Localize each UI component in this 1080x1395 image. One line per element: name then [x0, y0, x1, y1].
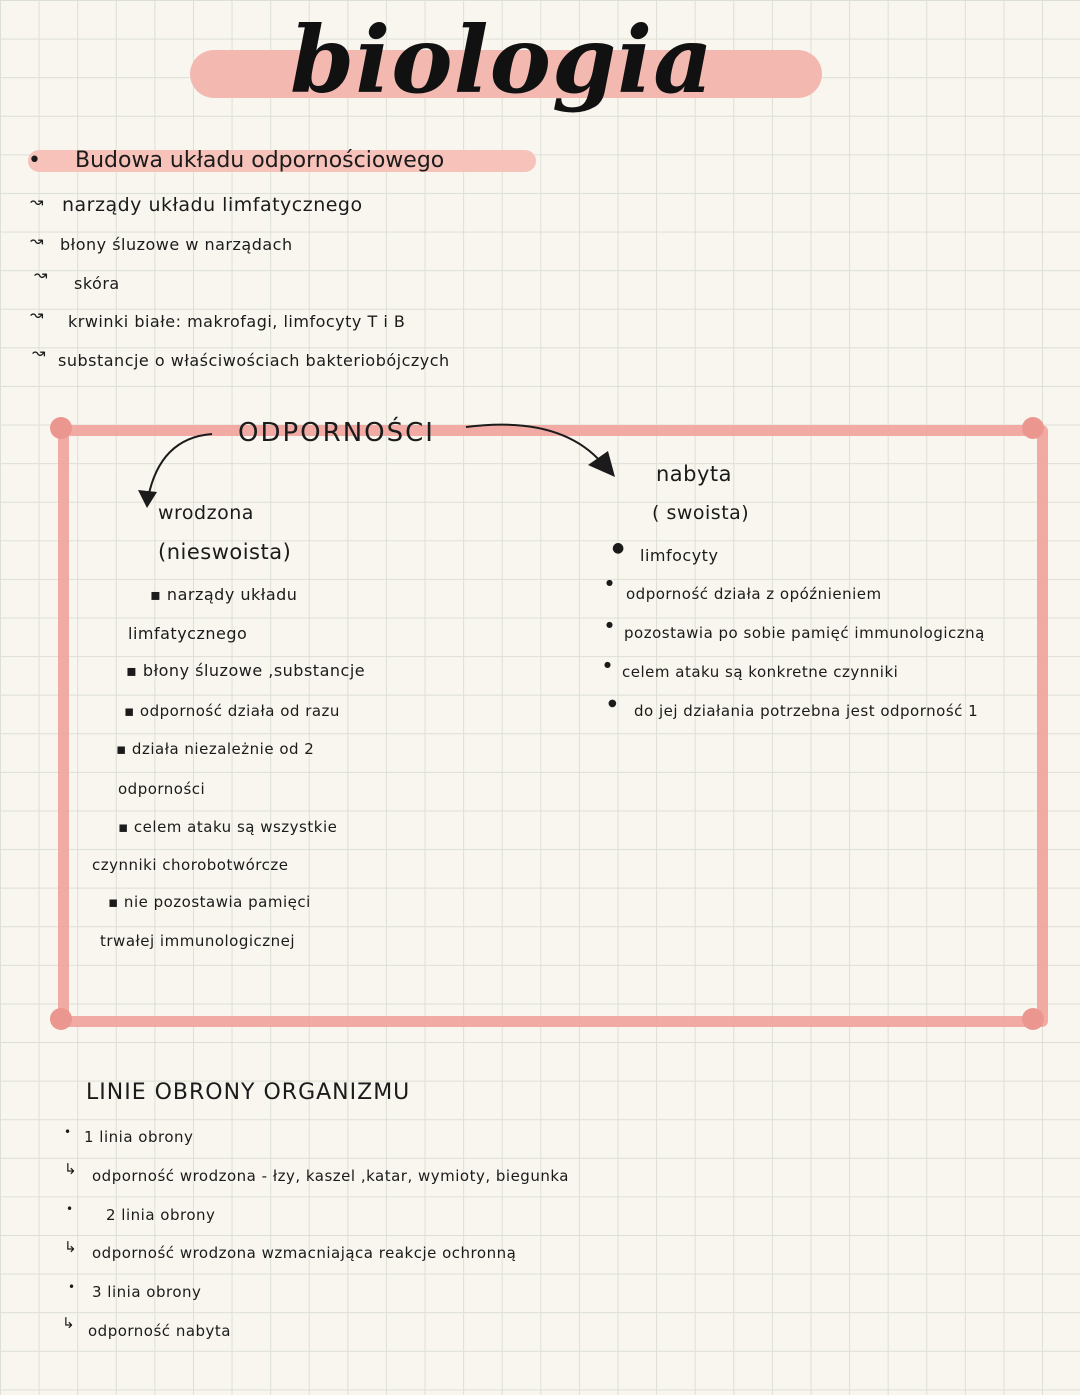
right-line: odporność działa z opóźnieniem — [626, 585, 882, 603]
defense-row: 2 linia obrony — [106, 1206, 216, 1224]
defense-title: LINIE OBRONY ORGANIZMU — [86, 1080, 411, 1105]
box-corner — [1022, 1008, 1044, 1030]
defense-row: odporność wrodzona - łzy, kaszel ,katar, wymioty, biegunka — [92, 1167, 569, 1185]
list-item: narządy układu limfatycznego — [62, 194, 363, 216]
box-corner — [50, 1008, 72, 1030]
right-column-title: nabyta — [656, 462, 733, 486]
box-corner — [50, 417, 72, 439]
right-branch-arrow — [460, 415, 620, 485]
left-column-subtitle: (nieswoista) — [158, 540, 292, 564]
bullet-icon: ● — [606, 620, 613, 629]
left-line: ▪ odporność działa od razu — [124, 702, 340, 720]
section-heading: Budowa układu odpornościowego — [75, 148, 445, 173]
left-line: czynniki chorobotwórcze — [92, 856, 289, 874]
arrow-icon: ↝ — [30, 192, 44, 211]
page-title: biologia — [290, 6, 714, 114]
left-line: limfatycznego — [128, 624, 248, 643]
bullet-icon: ● — [608, 698, 617, 709]
right-line: pozostawia po sobie pamięć immunologiczną — [624, 624, 985, 642]
box-corner — [1022, 417, 1044, 439]
return-arrow-icon: ↳ — [64, 1160, 77, 1178]
left-line: ▪ błony śluzowe ,substancje — [126, 661, 366, 680]
list-item: skóra — [74, 274, 120, 293]
heading-bullet: • — [28, 148, 41, 173]
left-line: trwałej immunologicznej — [100, 932, 296, 950]
right-line: do jej działania potrzebna jest odporność 1 — [634, 702, 979, 720]
right-line: celem ataku są konkretne czynniki — [622, 663, 899, 681]
right-line: limfocyty — [640, 546, 719, 565]
left-column-title: wrodzona — [158, 502, 254, 524]
defense-row: odporność nabyta — [88, 1322, 231, 1340]
arrow-icon: ↝ — [30, 231, 44, 250]
arrow-icon: ↝ — [34, 265, 48, 284]
bullet-icon: • — [64, 1125, 72, 1139]
defense-row: 1 linia obrony — [84, 1128, 194, 1146]
box-title: ODPORNOŚCI — [238, 418, 435, 448]
left-branch-arrow — [130, 420, 230, 515]
left-line: ▪ narządy układu — [150, 585, 298, 604]
list-item: błony śluzowe w narządach — [60, 235, 293, 254]
list-item: substancje o właściwościach bakteriobójczych — [58, 351, 450, 370]
bullet-icon: ● — [612, 540, 625, 556]
left-line: ▪ działa niezależnie od 2 — [116, 740, 315, 758]
left-line: odporności — [118, 780, 206, 798]
defense-row: 3 linia obrony — [92, 1283, 202, 1301]
return-arrow-icon: ↳ — [64, 1238, 77, 1256]
left-line: ▪ celem ataku są wszystkie — [118, 818, 338, 836]
return-arrow-icon: ↳ — [62, 1314, 75, 1332]
bullet-icon: ● — [604, 660, 611, 669]
bullet-icon: ● — [606, 578, 613, 587]
defense-row: odporność wrodzona wzmacniająca reakcje ochronną — [92, 1244, 517, 1262]
bullet-icon: • — [66, 1202, 74, 1216]
right-column-subtitle: ( swoista) — [652, 502, 750, 524]
left-line: ▪ nie pozostawia pamięci — [108, 893, 311, 911]
bullet-icon: • — [68, 1280, 76, 1294]
arrow-icon: ↝ — [32, 343, 46, 362]
list-item: krwinki białe: makrofagi, limfocyty T i B — [68, 312, 406, 331]
arrow-icon: ↝ — [30, 305, 44, 324]
